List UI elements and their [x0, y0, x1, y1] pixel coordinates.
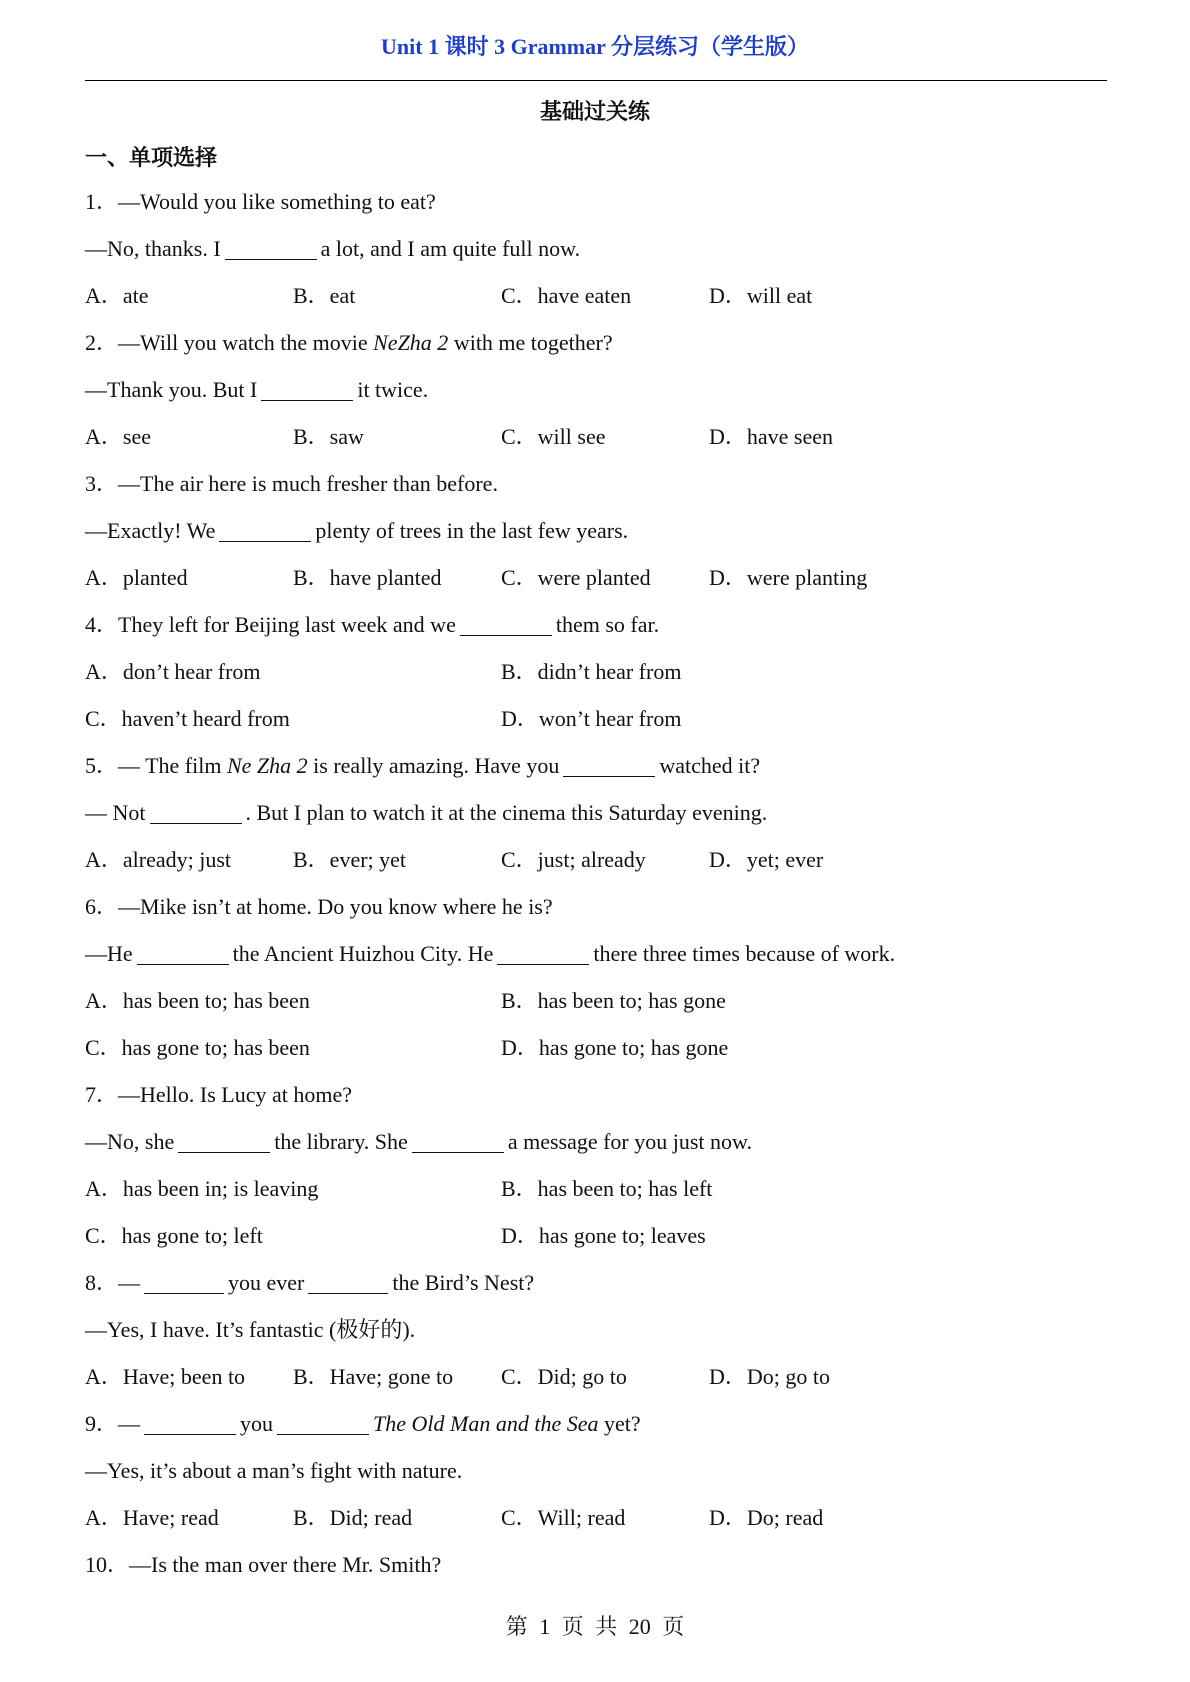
option-b[interactable]: B．eat [293, 283, 356, 308]
question-1-prompt: 1．—Would you like something to eat? [85, 189, 436, 214]
option-c[interactable]: C．Did; go to [501, 1364, 627, 1389]
question-5-prompt: 5．— The film Ne Zha 2 is really amazing. Have you watched it? [85, 753, 761, 778]
question-9-response: —Yes, it’s about a man’s fight with nature. [85, 1458, 463, 1483]
question-10-prompt: 10．—Is the man over there Mr. Smith? [85, 1552, 442, 1577]
option-c[interactable]: C．have eaten [501, 283, 632, 308]
option-a[interactable]: A．don’t hear from [85, 659, 261, 684]
answer-blank[interactable] [144, 1410, 236, 1435]
option-c[interactable]: C．has gone to; has been [85, 1035, 310, 1060]
section-title: 基础过关练 [539, 100, 650, 125]
question-1-response: —No, thanks. I a lot, and I am quite full now. [85, 236, 581, 261]
question-7-options-row-2 [85, 1212, 1105, 1259]
question-9-options [85, 1494, 1105, 1541]
option-a[interactable]: A．has been to; has been [85, 988, 310, 1013]
option-b[interactable]: B．Did; read [293, 1505, 413, 1530]
answer-blank[interactable] [277, 1410, 369, 1435]
option-c[interactable]: C．just; already [501, 847, 646, 872]
option-c[interactable]: C．will see [501, 424, 606, 449]
answer-blank[interactable] [225, 235, 317, 260]
option-d[interactable]: D．will eat [709, 283, 813, 308]
question-8-response: —Yes, I have. It’s fantastic (极好的). [85, 1317, 416, 1342]
question-1-options [85, 272, 1105, 319]
option-b[interactable]: B．didn’t hear from [501, 659, 682, 684]
answer-blank[interactable] [563, 752, 655, 777]
question-3-response: —Exactly! We plenty of trees in the last few years. [85, 518, 629, 543]
option-c[interactable]: C．Will; read [501, 1505, 626, 1530]
question-8-prompt: 8．— you ever the Bird’s Nest? [85, 1270, 535, 1295]
question-7-response: —No, she the library. She a message for you just now. [85, 1129, 753, 1154]
option-d[interactable]: D．were planting [709, 565, 868, 590]
answer-blank[interactable] [412, 1128, 504, 1153]
option-a[interactable]: A．Have; been to [85, 1364, 246, 1389]
answer-blank[interactable] [497, 940, 589, 965]
question-2-options [85, 413, 1105, 460]
option-d[interactable]: D．has gone to; has gone [501, 1035, 729, 1060]
answer-blank[interactable] [308, 1269, 388, 1294]
option-d[interactable]: D．Do; read [709, 1505, 824, 1530]
option-b[interactable]: B．has been to; has gone [501, 988, 726, 1013]
answer-blank[interactable] [137, 940, 229, 965]
option-d[interactable]: D．yet; ever [709, 847, 824, 872]
question-2-prompt: 2．—Will you watch the movie NeZha 2 with me together? [85, 330, 613, 355]
question-6-options-row-2 [85, 1024, 1105, 1071]
option-c[interactable]: C．has gone to; left [85, 1223, 263, 1248]
question-7-options-row-1 [85, 1165, 1105, 1212]
option-b[interactable]: B．saw [293, 424, 364, 449]
question-3-options [85, 554, 1105, 601]
question-4-options-row-2 [85, 695, 1105, 742]
question-8-options [85, 1353, 1105, 1400]
option-a[interactable]: A．already; just [85, 847, 232, 872]
question-9-prompt: 9．— you The Old Man and the Sea yet? [85, 1411, 641, 1436]
question-4-options-row-1 [85, 648, 1105, 695]
header-divider [85, 80, 1107, 81]
option-a[interactable]: A．has been in; is leaving [85, 1176, 319, 1201]
option-a[interactable]: A．Have; read [85, 1505, 219, 1530]
option-d[interactable]: D．has gone to; leaves [501, 1223, 706, 1248]
question-list [85, 178, 1105, 1588]
page-number: 第 1 页 共 20 页 [505, 1614, 685, 1639]
question-7-prompt: 7．—Hello. Is Lucy at home? [85, 1082, 352, 1107]
question-5-response: — Not . But I plan to watch it at the cinema this Saturday evening. [85, 800, 768, 825]
answer-blank[interactable] [144, 1269, 224, 1294]
part-title: 一、单项选择 [85, 146, 218, 171]
document-title: Unit 1 课时 3 Grammar 分层练习（学生版） [381, 34, 809, 59]
question-3-prompt: 3．—The air here is much fresher than before. [85, 471, 498, 496]
question-6-response: —He the Ancient Huizhou City. He there three times because of work. [85, 941, 896, 966]
option-a[interactable]: A．planted [85, 565, 188, 590]
option-b[interactable]: B．have planted [293, 565, 442, 590]
answer-blank[interactable] [261, 376, 353, 401]
question-5-options [85, 836, 1105, 883]
answer-blank[interactable] [219, 517, 311, 542]
answer-blank[interactable] [460, 611, 552, 636]
option-a[interactable]: A．see [85, 424, 151, 449]
option-c[interactable]: C．haven’t heard from [85, 706, 290, 731]
option-b[interactable]: B．ever; yet [293, 847, 407, 872]
answer-blank[interactable] [178, 1128, 270, 1153]
question-6-prompt: 6．—Mike isn’t at home. Do you know where he is? [85, 894, 553, 919]
question-4-prompt: 4．They left for Beijing last week and we them so far. [85, 612, 660, 637]
question-2-response: —Thank you. But I it twice. [85, 377, 429, 402]
option-b[interactable]: B．has been to; has left [501, 1176, 713, 1201]
option-c[interactable]: C．were planted [501, 565, 651, 590]
option-d[interactable]: D．Do; go to [709, 1364, 831, 1389]
answer-blank[interactable] [150, 799, 242, 824]
option-a[interactable]: A．ate [85, 283, 149, 308]
option-d[interactable]: D．have seen [709, 424, 834, 449]
option-d[interactable]: D．won’t hear from [501, 706, 682, 731]
question-6-options-row-1 [85, 977, 1105, 1024]
option-b[interactable]: B．Have; gone to [293, 1364, 454, 1389]
